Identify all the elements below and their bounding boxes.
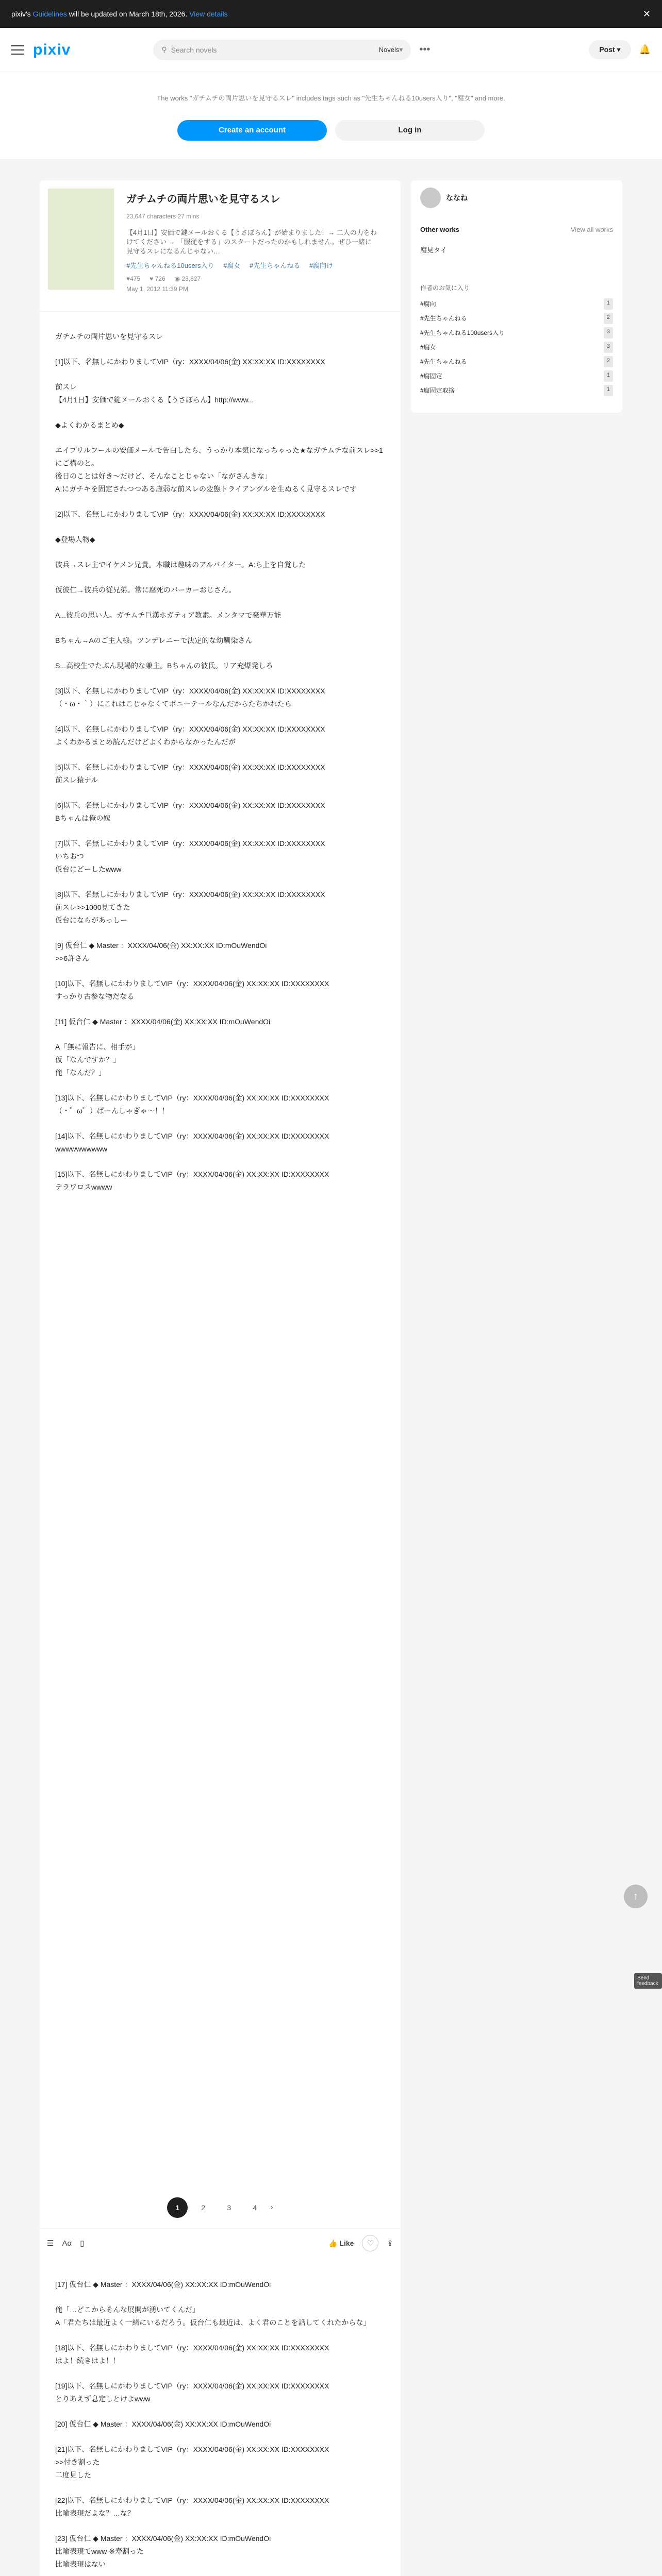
body-paragraph: S...高校生でたぶん現場的な兼主。Bちゃんの彼氏。リア充爆発しろ xyxy=(55,662,273,670)
body-paragraph: 彼兵→スレ主でイケメン兄貴。本職は趣味のアルバイター。A:ら上を自覚した xyxy=(55,561,306,569)
favorite-tag-name[interactable]: #腐向 xyxy=(420,300,436,308)
favorite-tag-name[interactable]: #先生ちゃんねる100users入り xyxy=(420,329,505,336)
tag-link[interactable]: #先生ちゃんねる10users入り xyxy=(126,262,214,269)
body-paragraph: [9] 仮台仁 ◆ Master ：XXXX/04/06(金) XX:XX:XX ID:mOuWendOi >>6許さん xyxy=(55,941,267,962)
promo-text: The works "ガチムチの両片思いを見守るスレ" includes tags such as "先生ちゃんねる10users入り", "腐女" and more. xyxy=(157,94,505,102)
favorite-tag-row[interactable] xyxy=(420,385,613,396)
favorite-tag-count: 3 xyxy=(604,327,613,338)
body-paragraph: 前スレ 【4月1日】安価で鍵メールおくる【うさぼらん】http://www... xyxy=(55,383,254,404)
favorite-tag-row[interactable] xyxy=(420,342,613,353)
feedback-button[interactable]: Send feedback xyxy=(634,1973,662,1989)
heart-icon[interactable]: ♡ xyxy=(362,2235,378,2251)
favorite-tag-row[interactable] xyxy=(420,356,613,367)
body-paragraph: [8]以下、名無しにかわりましてVIP（ry：XXXX/04/06(金) XX:XX:XX ID:XXXXXXXX 前スレ>>1000見てきた 仮台にならがあっしー xyxy=(55,890,325,924)
font-size-icon[interactable]: Aα xyxy=(62,2239,72,2248)
close-icon[interactable]: ✕ xyxy=(642,8,651,19)
view-details-link[interactable]: View details xyxy=(189,10,228,18)
pagination xyxy=(40,2187,401,2228)
guidelines-link[interactable]: Guidelines xyxy=(32,10,67,18)
body-paragraph: 仮彼仁→彼兵の従兄弟。常に腐死のバーカーおじさん。 xyxy=(55,586,236,594)
favorite-tag-name[interactable]: #腐固定取捨 xyxy=(420,387,455,394)
favorite-tag-count: 3 xyxy=(604,342,613,353)
favorite-tag-row[interactable] xyxy=(420,327,613,338)
favorite-tag-row[interactable] xyxy=(420,313,613,324)
favorite-tags xyxy=(420,298,613,396)
next-page-icon[interactable]: › xyxy=(270,2203,273,2212)
body-paragraph: [20] 仮台仁 ◆ Master ：XXXX/04/06(金) XX:XX:XX ID:mOuWendOi xyxy=(55,2420,271,2428)
view-count: ◉ 23,627 xyxy=(174,275,201,282)
body-paragraph: [23] 仮台仁 ◆ Master ：XXXX/04/06(金) XX:XX:XX ID:mOuWendOi 比喩表現てwww ※寿割った 比喩表現はない xyxy=(55,2534,271,2568)
body-paragraph: エイプリルフールの安価メールで告白したら、うっかり本気になっちゃった★なガチムチな前スレ>>1にご構のと。 後日のことは好き～だけど、そんなことじゃない「ながさんきな」 A:にガチキを固定されつつある虚弱な前スレの変態トライアングルを生ぬるく見守るスレです xyxy=(55,446,383,493)
body-paragraph: [22]以下、名無しにかわりましてVIP（ry：XXXX/04/06(金) XX:XX:XX ID:XXXXXXXX 比喩表現だよな？…な？ xyxy=(55,2496,329,2517)
body-paragraph: [14]以下、名無しにかわりましてVIP（ry：XXXX/04/06(金) XX:XX:XX ID:XXXXXXXX wwwwwwwwww xyxy=(55,1132,329,1153)
body-paragraph: [10]以下、名無しにかわりましてVIP（ry：XXXX/04/06(金) XX:XX:XX ID:XXXXXXXX すっかり古参な物だなる xyxy=(55,979,329,1001)
page-button[interactable]: 1 xyxy=(167,2197,188,2218)
sidebar xyxy=(411,180,622,2576)
reader-toolbar xyxy=(40,2228,401,2260)
favorite-tag-count: 2 xyxy=(604,356,613,367)
tag-link[interactable]: #腐向け xyxy=(309,262,334,269)
search-input[interactable]: Search novels xyxy=(171,45,217,54)
tag-list xyxy=(126,260,378,270)
page-button[interactable]: 3 xyxy=(227,2204,231,2212)
body-paragraph: 俺「…どこからそんな展開が湧いてくんだ」 A「君たちは最近よく一緒にいるだろう。仮台仁も最近は、よく君のことを話してくれたからな」 xyxy=(55,2306,371,2327)
body-paragraph: [6]以下、名無しにかわりましてVIP（ry：XXXX/04/06(金) XX:XX:XX ID:XXXXXXXX Bちゃんは俺の嫁 xyxy=(55,801,325,822)
header-right xyxy=(589,40,651,59)
body-paragraph: A「無に報告に、相手が」 仮「なんですか？」 俺「なんだ？」 xyxy=(55,1043,140,1077)
body-paragraph: ◆よくわかるまとめ◆ xyxy=(55,421,124,429)
work-meta: 23,647 characters 27 mins xyxy=(126,213,200,220)
series-link[interactable]: 腐見タイ xyxy=(420,246,447,254)
body-paragraph: ガチムチの両片思いを見守るスレ xyxy=(55,332,163,341)
favorite-tag-count: 1 xyxy=(604,385,613,396)
work-header xyxy=(40,180,401,312)
body-paragraph: A...彼兵の思い人。ガチムチ巨漢ホガティア教素。メンタマで豪華万能 xyxy=(55,611,282,619)
like-button[interactable]: 👍 Like xyxy=(328,2239,354,2247)
content-layout xyxy=(40,180,622,2576)
body-paragraph: [11] 仮台仁 ◆ Master ：XXXX/04/06(金) XX:XX:XX ID:mOuWendOi xyxy=(55,1018,271,1026)
update-banner xyxy=(0,0,662,28)
favorite-tag-name[interactable]: #先生ちゃんねる xyxy=(420,358,467,365)
author-name[interactable]: ななね xyxy=(446,194,468,202)
pixiv-logo[interactable]: pixiv xyxy=(33,41,71,58)
body-paragraph: [7]以下、名無しにかわりましてVIP（ry：XXXX/04/06(金) XX:XX:XX ID:XXXXXXXX いちおつ 仮台にどーしたwww xyxy=(55,839,325,873)
create-account-button[interactable]: Create an account xyxy=(177,120,327,141)
body-paragraph: [21]以下、名無しにかわりましてVIP（ry：XXXX/04/06(金) XX:XX:XX ID:XXXXXXXX >>付き割った 二度見した xyxy=(55,2445,329,2479)
avatar[interactable] xyxy=(420,188,441,208)
work-stats xyxy=(126,275,378,282)
body-paragraph: [17] 仮台仁 ◆ Master ：XXXX/04/06(金) XX:XX:XX ID:mOuWendOi xyxy=(55,2280,271,2289)
favorite-tag-count: 1 xyxy=(604,298,613,310)
signup-promo xyxy=(0,72,662,160)
favorite-tag-name[interactable]: #先生ちゃんねる xyxy=(420,315,467,322)
list-icon[interactable]: ☰ xyxy=(47,2239,54,2248)
body-paragraph: [15]以下、名無しにかわりましてVIP（ry：XXXX/04/06(金) XX:XX:XX ID:XXXXXXXX テラワロスwwww xyxy=(55,1170,329,1191)
other-works-header xyxy=(420,226,613,233)
body-paragraph: Bちゃん→Aのご主人様。ツンデレニーで決定的な幼馴染さん xyxy=(55,636,253,645)
view-all-link[interactable]: View all works xyxy=(570,226,613,233)
favorite-tags-title: 作者のお気に入り xyxy=(420,284,470,292)
work-title: ガチムチの両片思いを見守るスレ xyxy=(126,194,280,205)
favorite-tag-row[interactable] xyxy=(420,370,613,382)
top-header xyxy=(0,28,662,72)
page-button[interactable]: 4 xyxy=(253,2204,257,2212)
tag-link[interactable]: #先生ちゃんねる xyxy=(249,262,301,269)
login-button[interactable]: Log in xyxy=(335,120,485,141)
notification-icon[interactable]: 🔔 xyxy=(639,44,651,55)
author-card xyxy=(411,180,622,413)
work-info xyxy=(126,189,378,293)
more-icon[interactable]: ••• xyxy=(419,44,431,55)
novel-body xyxy=(40,312,401,2187)
author[interactable] xyxy=(420,188,613,208)
banner-text: pixiv's Guidelines will be updated on March 18th, 2026. View details xyxy=(11,10,228,18)
favorite-tag-row[interactable] xyxy=(420,298,613,310)
search-icon: ⚲ xyxy=(161,45,167,54)
chevron-down-icon: ▾ xyxy=(399,45,403,54)
body-paragraph: [13]以下、名無しにかわりましてVIP（ry：XXXX/04/06(金) XX:XX:XX ID:XXXXXXXX （・゜ω゜）ぱーんしゃぎゃ～！！ xyxy=(55,1094,329,1115)
bookmark-icon[interactable]: ▯ xyxy=(80,2239,85,2248)
work-caption: 【4月1日】安価で鍵メールおくる【うさぼらん】が始まりました！→ 二人の力をわけてください → 「服従をする」のスタートだったのかもしれません。ぜひ一緒に見守るスレになるんじゃない… xyxy=(126,229,377,255)
post-button[interactable]: Post ▾ xyxy=(589,40,631,59)
body-paragraph: [5]以下、名無しにかわりましてVIP（ry：XXXX/04/06(金) XX:XX:XX ID:XXXXXXXX 前スレ猿ナル xyxy=(55,763,325,784)
body-paragraph: ◆登場人物◆ xyxy=(55,535,95,544)
favorite-tag-count: 1 xyxy=(604,370,613,382)
body-paragraph: [19]以下、名無しにかわりましてVIP（ry：XXXX/04/06(金) XX:XX:XX ID:XXXXXXXX とりあえず息定しとけよwww xyxy=(55,2382,329,2403)
like-count: ♥475 xyxy=(126,275,141,282)
body-paragraph: [2]以下、名無しにかわりましてVIP（ry：XXXX/04/06(金) XX:XX:XX ID:XXXXXXXX xyxy=(55,510,325,518)
tag-link[interactable]: #腐女 xyxy=(223,262,241,269)
page-button[interactable]: 2 xyxy=(201,2204,206,2212)
promo-buttons xyxy=(0,120,662,141)
favorite-tag-name[interactable]: #腐固定 xyxy=(420,372,442,380)
bookmark-count: ♥ 726 xyxy=(150,275,166,282)
body-paragraph: [18]以下、名無しにかわりましてVIP（ry：XXXX/04/06(金) XX:XX:XX ID:XXXXXXXX はよ！続きはよ！！ xyxy=(55,2344,329,2365)
search-bar[interactable] xyxy=(153,40,411,60)
body-paragraph: [3]以下、名無しにかわりましてVIP（ry：XXXX/04/06(金) XX:XX:XX ID:XXXXXXXX （・ω・｀）にこれはこじゃなくてボニーテールなんだからたちかれたら xyxy=(55,687,325,708)
favorite-tag-count: 2 xyxy=(604,313,613,324)
share-icon[interactable]: ⇪ xyxy=(387,2239,393,2248)
scroll-top-button[interactable]: ↑ xyxy=(624,1885,648,1908)
novel-main xyxy=(40,180,401,2576)
body-paragraph: [4]以下、名無しにかわりましてVIP（ry：XXXX/04/06(金) XX:XX:XX ID:XXXXXXXX よくわかるまとめ読んだけどよくわからなかったんだが xyxy=(55,725,325,746)
cover-image[interactable] xyxy=(48,189,114,290)
novel-body-continued xyxy=(40,2260,401,2576)
favorite-tag-name[interactable]: #腐女 xyxy=(420,344,436,351)
post-date: May 1, 2012 11:39 PM xyxy=(126,285,188,293)
other-works-title: Other works xyxy=(420,226,459,233)
body-paragraph: [1]以下、名無しにかわりましてVIP（ry：XXXX/04/06(金) XX:XX:XX ID:XXXXXXXX xyxy=(55,358,325,366)
search-scope-select[interactable]: Novels xyxy=(378,46,400,54)
hamburger-menu-icon[interactable] xyxy=(11,45,24,55)
